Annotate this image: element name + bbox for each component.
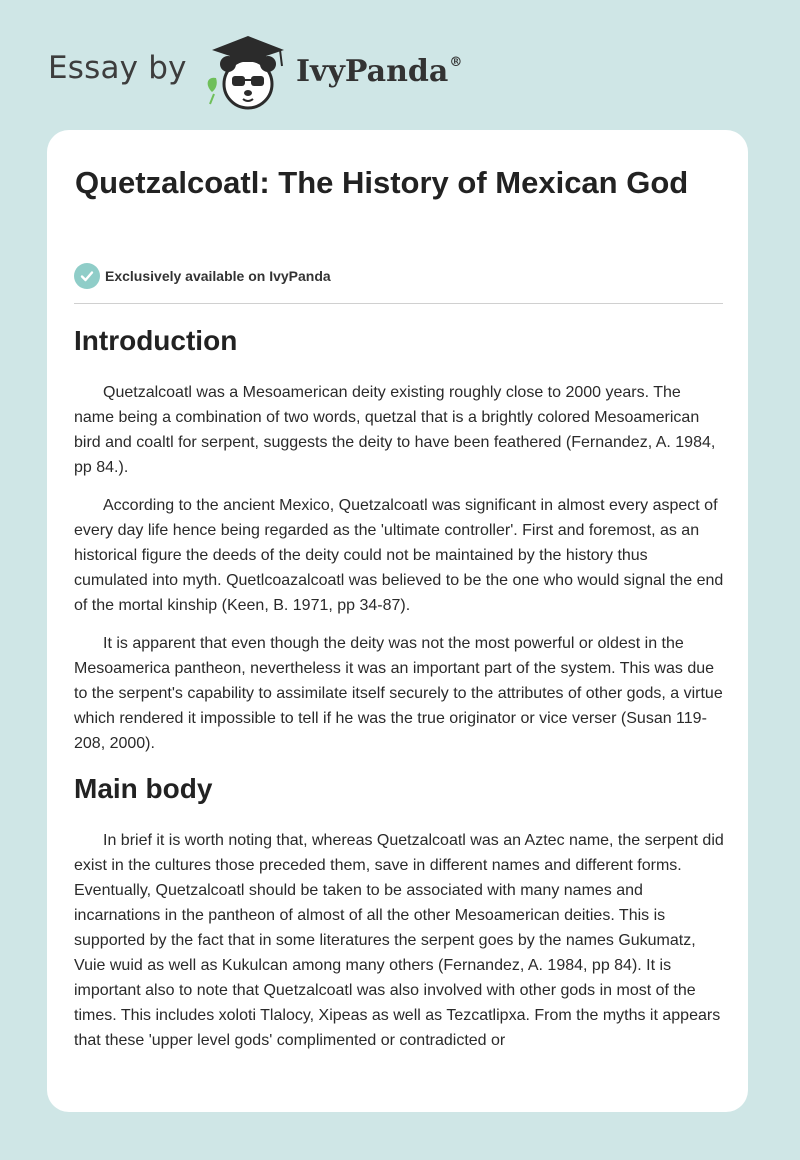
paragraph: It is apparent that even though the deity was not the most powerful or oldest in the Mesoamerica pantheon, nevertheless it was an important part of the system. This was due to the serpent's capability to assimilate itself securely to the attributes of other gods, a virtue which rendered it impossible to tell if he was the true originator or vice verser (Susan 119-208, 2000). <box>74 635 723 752</box>
divider <box>74 303 723 304</box>
panda-logo-icon[interactable] <box>200 34 292 110</box>
essay-card <box>47 130 748 1112</box>
page-title: Quetzalcoatl: The History of Mexican God <box>75 165 689 200</box>
checkmark-icon <box>74 263 100 289</box>
badge-label: Exclusively available on IvyPanda <box>105 268 331 284</box>
paragraph: Quetzalcoatl was a Mesoamerican deity existing roughly close to 2000 years. The name being a combination of two words, quetzal that is a brightly colored Mesoamerican bird and coaltl for serpent, suggests the deity to have been feathered (Fernandez, A. 1984, pp 84.). <box>74 384 716 476</box>
site-header <box>0 0 800 130</box>
essay-body <box>74 324 724 1053</box>
section-heading-main-body: Main body <box>74 773 213 804</box>
section-heading-introduction: Introduction <box>74 325 238 356</box>
registered-mark: ® <box>449 55 463 70</box>
brand-name[interactable]: IvyPanda® <box>296 54 463 89</box>
paragraph: In brief it is worth noting that, whereas Quetzalcoatl was an Aztec name, the serpent did exist in the cultures those preceded them, save in different names and different forms. Eventually, Quetzalcoatl should be taken to be associated with many names and incarnations in the pantheon of almost of all the other Mesoamerican deities. This is supported by the fact that in some literatures the serpent goes by the names Gukumatz, Vuie wuid as well as Kukulcan among many others (Fernandez, A. 1984, pp 84). It is important also to note that Quetzalcoatl was also involved with other gods in most of the times. This includes xoloti Tlalocy, Xipeas as well as Tezcatlipxa. From the myths it appears that these 'upper level gods' complimented or contradicted or <box>74 832 724 1049</box>
exclusive-badge <box>74 263 331 289</box>
paragraph: According to the ancient Mexico, Quetzalcoatl was significant in almost every aspect of every day life hence being regarded as the 'ultimate controller'. First and foremost, as an historical figure the deeds of the deity could not be maintained by the history thus cumulated into myth. Quetlcoazalcoatl was believed to be the one who would signal the end of the mortal kinship (Keen, B. 1971, pp 34-87). <box>74 497 724 614</box>
essay-by-label: Essay by <box>48 50 187 86</box>
